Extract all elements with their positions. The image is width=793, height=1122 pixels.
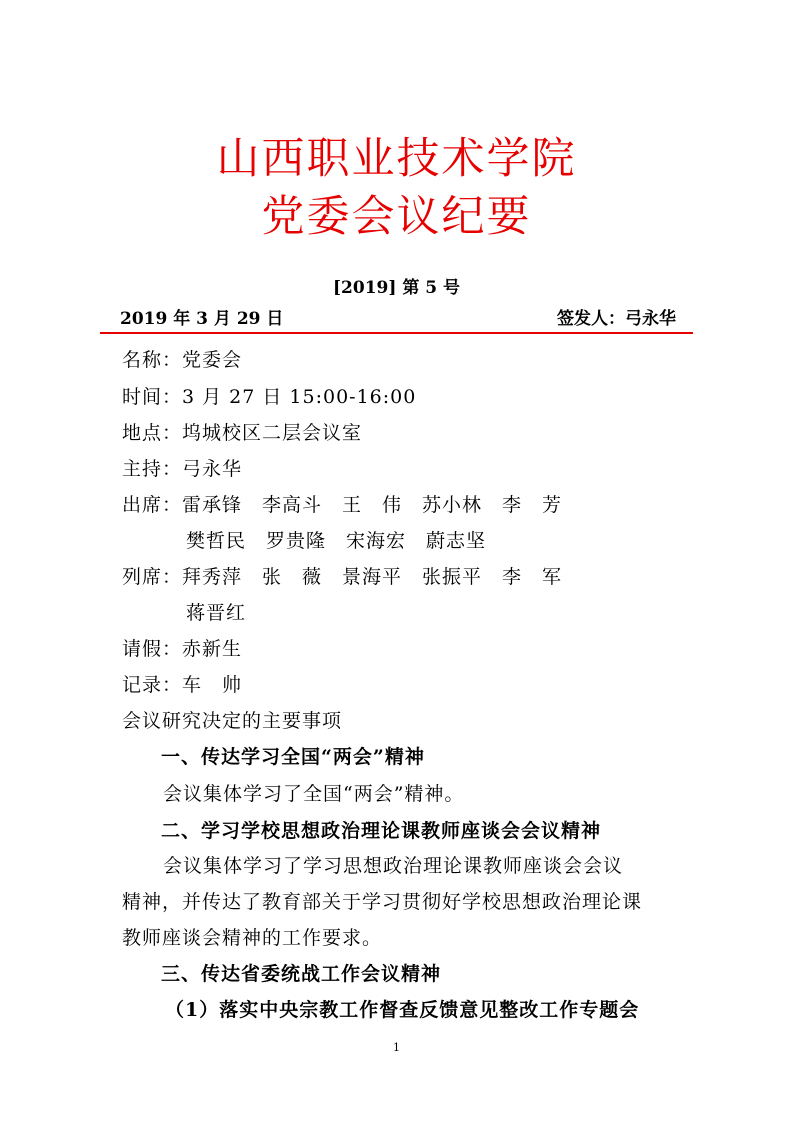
section2-body-line3: 教师座谈会精神的工作要求。 xyxy=(122,927,383,949)
date-signer-row xyxy=(120,307,676,331)
recorder: 记录：车 帅 xyxy=(122,674,243,696)
meeting-time: 时间：3 月 27 日 15:00-16:00 xyxy=(122,386,417,408)
issue-date: 2019 年 3 月 29 日 xyxy=(120,309,284,329)
doc-title-line2: 党委会议纪要 xyxy=(261,192,532,242)
meeting-name: 名称：党委会 xyxy=(122,349,243,371)
section-heading: 会议研究决定的主要事项 xyxy=(122,710,343,732)
document-number: [2019] 第 5 号 xyxy=(333,278,460,298)
observers-line1: 列席：拜秀萍 张 薇 景海平 张振平 李 军 xyxy=(122,566,563,588)
page-number: 1 xyxy=(393,1041,400,1054)
section2-title: 二、学习学校思想政治理论课教师座谈会会议精神 xyxy=(161,820,602,842)
meeting-host: 主持：弓永华 xyxy=(122,458,243,480)
section2-body-line2: 精神，并传达了教育部关于学习贯彻好学校思想政治理论课 xyxy=(122,891,643,913)
red-divider xyxy=(100,332,693,334)
signer: 签发人：弓永华 xyxy=(557,309,676,329)
attendees-line2: 樊哲民 罗贵隆 宋海宏 蔚志坚 xyxy=(186,530,487,552)
section1-title: 一、传达学习全国“两会”精神 xyxy=(161,746,425,768)
attendees-line1: 出席：雷承锋 李高斗 王 伟 苏小林 李 芳 xyxy=(122,494,563,516)
section3-subitem1: （1）落实中央宗教工作督查反馈意见整改工作专题会 xyxy=(165,999,640,1021)
on-leave: 请假：赤新生 xyxy=(122,638,243,660)
section3-title: 三、传达省委统战工作会议精神 xyxy=(161,963,442,985)
meeting-place: 地点：坞城校区二层会议室 xyxy=(122,422,363,444)
section2-body-line1: 会议集体学习了学习思想政治理论课教师座谈会会议 xyxy=(163,855,624,877)
section1-body: 会议集体学习了全国“两会”精神。 xyxy=(163,783,465,805)
observers-line2: 蒋晋红 xyxy=(186,602,247,624)
doc-title-line1: 山西职业技术学院 xyxy=(216,134,577,184)
